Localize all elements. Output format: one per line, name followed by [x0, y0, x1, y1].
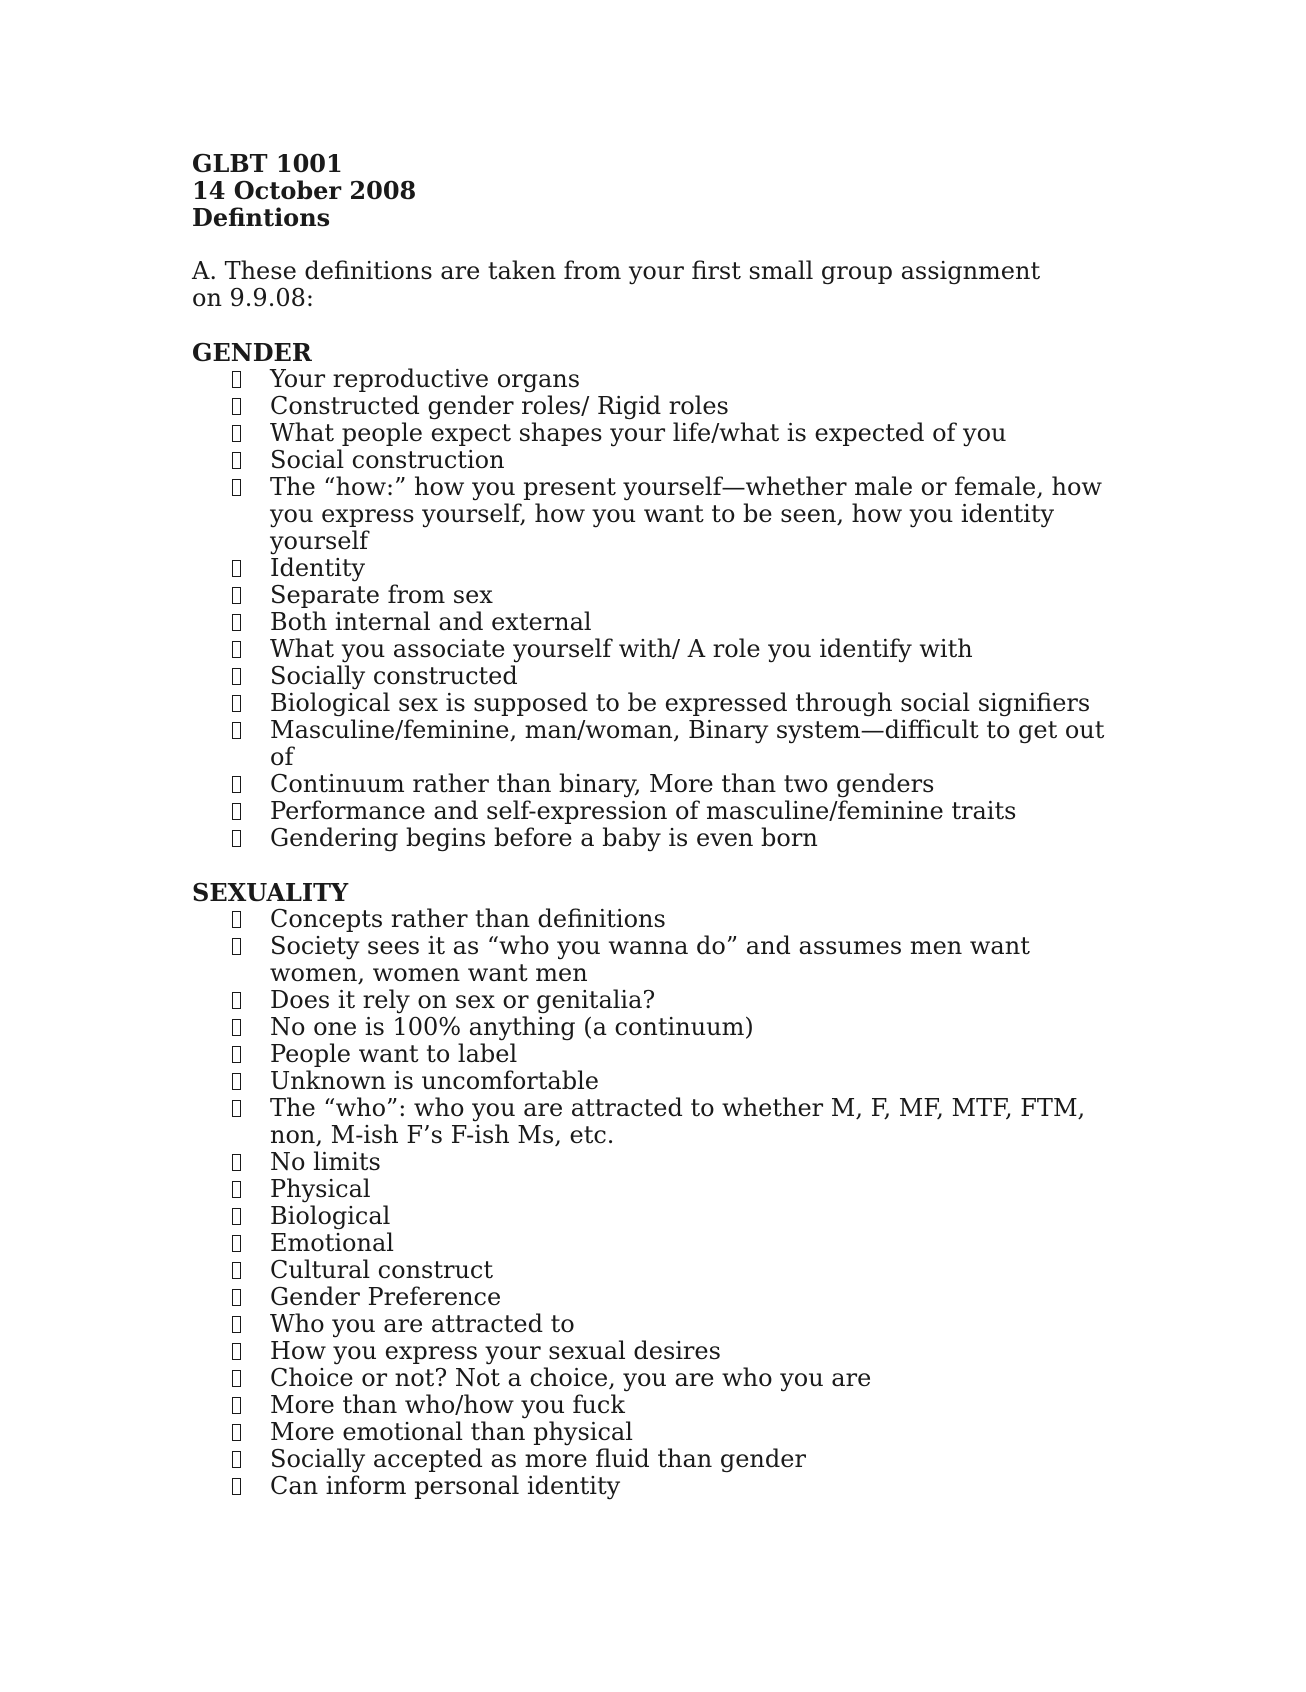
list-item: [192, 447, 1110, 474]
missing-glyph-bullet-icon: [232, 587, 241, 604]
list-item: [192, 798, 1110, 825]
list-item: [192, 1230, 1110, 1257]
list-item-text: Socially accepted as more fluid than gender: [270, 1445, 806, 1473]
document-title: Defintions: [192, 203, 331, 232]
missing-glyph-bullet-icon: [232, 938, 241, 955]
missing-glyph-bullet-icon: [232, 803, 241, 820]
list-item-text: More than who/how you fuck: [270, 1391, 625, 1419]
missing-glyph-bullet-icon: [232, 1451, 241, 1468]
list-item: [192, 1365, 1110, 1392]
missing-glyph-bullet-icon: [232, 1424, 241, 1441]
course-code: GLBT 1001: [192, 149, 343, 178]
bullet-list-sexuality: [192, 906, 1132, 1500]
missing-glyph-bullet-icon: [232, 614, 241, 631]
missing-glyph-bullet-icon: [232, 992, 241, 1009]
missing-glyph-bullet-icon: [232, 1019, 241, 1036]
list-item-text: Unknown is uncomfortable: [270, 1067, 599, 1095]
missing-glyph-bullet-icon: [232, 1154, 241, 1171]
list-item-text: How you express your sexual desires: [270, 1337, 721, 1365]
list-item-text: The “how:” how you present yourself—whether male or female, how you express yourself, how you want to be seen, how you identity yourself: [270, 473, 1102, 555]
list-item: [192, 1203, 1110, 1230]
list-item: [192, 1419, 1110, 1446]
list-item-text: Concepts rather than definitions: [270, 905, 666, 933]
missing-glyph-bullet-icon: [232, 1073, 241, 1090]
missing-glyph-bullet-icon: [232, 398, 241, 415]
missing-glyph-bullet-icon: [232, 641, 241, 658]
list-item-text: Society sees it as “who you wanna do” and assumes men want women, women want men: [270, 932, 1030, 987]
list-item-text: Biological: [270, 1202, 391, 1230]
list-item: [192, 906, 1110, 933]
list-item: [192, 1257, 1110, 1284]
missing-glyph-bullet-icon: [232, 668, 241, 685]
list-item-text: What people expect shapes your life/what is expected of you: [270, 419, 1007, 447]
list-item: [192, 1041, 1110, 1068]
list-item: [192, 1338, 1110, 1365]
list-item-text: Both internal and external: [270, 608, 592, 636]
intro-paragraph: A. These definitions are taken from your first small group assignment on 9.9.08:: [192, 257, 1041, 312]
list-item: [192, 1473, 1110, 1500]
list-item-text: No one is 100% anything (a continuum): [270, 1013, 754, 1041]
list-item: [192, 636, 1110, 663]
list-item-text: Biological sex is supposed to be expressed through social signifiers: [270, 689, 1091, 717]
missing-glyph-bullet-icon: [232, 911, 241, 928]
list-item: [192, 1284, 1110, 1311]
list-item: [192, 582, 1110, 609]
list-item: [192, 933, 1110, 987]
missing-glyph-bullet-icon: [232, 722, 241, 739]
list-item-text: Continuum rather than binary, More than two genders: [270, 770, 935, 798]
missing-glyph-bullet-icon: [232, 695, 241, 712]
missing-glyph-bullet-icon: [232, 1235, 241, 1252]
missing-glyph-bullet-icon: [232, 479, 241, 496]
missing-glyph-bullet-icon: [232, 830, 241, 847]
list-item-text: Identity: [270, 554, 366, 582]
list-item: [192, 825, 1110, 852]
document-page: [192, 150, 1132, 1500]
list-item-text: Masculine/feminine, man/woman, Binary system—difficult to get out of: [270, 716, 1105, 771]
list-item: [192, 474, 1110, 555]
missing-glyph-bullet-icon: [232, 1046, 241, 1063]
list-item: [192, 555, 1110, 582]
list-item: [192, 987, 1110, 1014]
list-item: [192, 366, 1110, 393]
missing-glyph-bullet-icon: [232, 1370, 241, 1387]
list-item-text: No limits: [270, 1148, 381, 1176]
missing-glyph-bullet-icon: [232, 776, 241, 793]
missing-glyph-bullet-icon: [232, 1289, 241, 1306]
list-item-text: Performance and self-expression of masculine/feminine traits: [270, 797, 1017, 825]
section-title-sexuality: SEXUALITY: [192, 878, 349, 907]
missing-glyph-bullet-icon: [232, 560, 241, 577]
list-item-text: The “who”: who you are attracted to whether M, F, MF, MTF, FTM, non, M-ish F’s F-ish Ms, etc.: [270, 1094, 1086, 1149]
list-item-text: Separate from sex: [270, 581, 493, 609]
list-item: [192, 717, 1110, 771]
list-item: [192, 690, 1110, 717]
bullet-list-gender: [192, 366, 1132, 852]
missing-glyph-bullet-icon: [232, 1397, 241, 1414]
list-item: [192, 420, 1110, 447]
sections-container: [192, 339, 1132, 1500]
list-item-text: People want to label: [270, 1040, 518, 1068]
list-item: [192, 1446, 1110, 1473]
missing-glyph-bullet-icon: [232, 1316, 241, 1333]
missing-glyph-bullet-icon: [232, 1262, 241, 1279]
list-item-text: Gendering begins before a baby is even born: [270, 824, 818, 852]
list-item-text: Physical: [270, 1175, 371, 1203]
document-date: 14 October 2008: [192, 176, 417, 205]
list-item: [192, 663, 1110, 690]
list-item-text: What you associate yourself with/ A role you identify with: [270, 635, 973, 663]
missing-glyph-bullet-icon: [232, 425, 241, 442]
list-item-text: Gender Preference: [270, 1283, 502, 1311]
list-item-text: Socially constructed: [270, 662, 518, 690]
list-item-text: Choice or not? Not a choice, you are who you are: [270, 1364, 872, 1392]
section-title-gender: GENDER: [192, 338, 312, 367]
list-item-text: Constructed gender roles/ Rigid roles: [270, 392, 729, 420]
list-item: [192, 609, 1110, 636]
list-item-text: Cultural construct: [270, 1256, 494, 1284]
list-item: [192, 1014, 1110, 1041]
list-item: [192, 1068, 1110, 1095]
list-item-text: Social construction: [270, 446, 505, 474]
list-item-text: Your reproductive organs: [270, 365, 581, 393]
list-item-text: Does it rely on sex or genitalia?: [270, 986, 656, 1014]
missing-glyph-bullet-icon: [232, 1181, 241, 1198]
missing-glyph-bullet-icon: [232, 452, 241, 469]
list-item-text: Who you are attracted to: [270, 1310, 575, 1338]
list-item: [192, 771, 1110, 798]
missing-glyph-bullet-icon: [232, 1208, 241, 1225]
list-item-text: More emotional than physical: [270, 1418, 633, 1446]
list-item-text: Emotional: [270, 1229, 394, 1257]
missing-glyph-bullet-icon: [232, 1343, 241, 1360]
missing-glyph-bullet-icon: [232, 1100, 241, 1117]
list-item: [192, 1095, 1110, 1149]
list-item: [192, 393, 1110, 420]
missing-glyph-bullet-icon: [232, 1478, 241, 1495]
list-item-text: Can inform personal identity: [270, 1472, 621, 1500]
list-item: [192, 1149, 1110, 1176]
missing-glyph-bullet-icon: [232, 371, 241, 388]
list-item: [192, 1311, 1110, 1338]
list-item: [192, 1176, 1110, 1203]
list-item: [192, 1392, 1110, 1419]
